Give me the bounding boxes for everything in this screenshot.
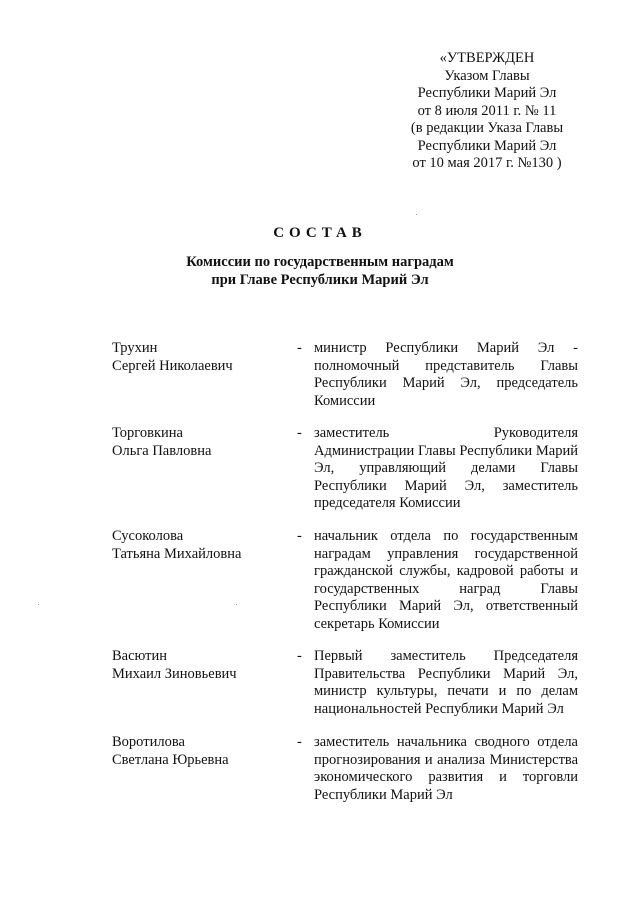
member-name — [112, 648, 282, 683]
member-surname: Васютин — [112, 648, 168, 664]
scan-speck — [38, 604, 39, 605]
member-role: заместитель начальника сводного отдела прогнозирования и анализа Министерства экономического развития и торговли Республики Марий Эл — [314, 734, 578, 803]
member-surname: Воротилова — [112, 734, 185, 750]
member-dash: - — [297, 425, 302, 441]
member-role: начальник отдела по государственным наградам управления государственной гражданской службы, кадровой работы и государственных наград Главы Республики Марий Эл, ответственный секретарь Комиссии — [314, 528, 578, 632]
member-name — [112, 425, 282, 460]
document-subtitle — [0, 254, 640, 289]
member-surname: Трухин — [112, 340, 158, 356]
approval-line: Республики Марий Эл — [417, 85, 557, 101]
scan-speck — [236, 604, 237, 605]
member-role: Первый заместитель Председателя Правительства Республики Марий Эл, министр культуры, печати и по делам национальностей Республики Марий Эл — [314, 648, 578, 717]
member-name — [112, 340, 282, 375]
approval-line: от 10 мая 2017 г. №130 ) — [412, 155, 562, 171]
approval-line: «УТВЕРЖДЕН — [439, 50, 535, 66]
document-title: СОСТАВ — [273, 225, 367, 241]
approval-line: от 8 июля 2011 г. № 11 — [417, 102, 557, 119]
member-role: заместитель Руководителя Администрации Главы Республики Марий Эл, управляющий делами Главы Республики Марий Эл, заместитель председателя Комиссии — [314, 425, 578, 511]
member-given-name: Ольга Павловна — [112, 442, 212, 459]
approval-stamp — [394, 50, 580, 173]
member-name — [112, 734, 282, 769]
member-dash: - — [297, 648, 302, 664]
member-surname: Торговкина — [112, 425, 183, 441]
member-given-name: Татьяна Михайловна — [112, 545, 242, 562]
member-given-name: Михаил Зиновьевич — [112, 665, 237, 682]
approval-line: (в редакции Указа Главы — [410, 120, 564, 136]
subtitle-line: Комиссии по государственным наградам — [186, 254, 454, 270]
member-name — [112, 528, 282, 563]
approval-line: Республики Марий Эл — [417, 137, 557, 154]
member-dash: - — [297, 734, 302, 750]
member-given-name: Сергей Николаевич — [112, 357, 233, 374]
scan-speck — [416, 214, 417, 215]
member-surname: Сусоколова — [112, 528, 184, 544]
member-given-name: Светлана Юрьевна — [112, 751, 229, 768]
subtitle-line: при Главе Республики Марий Эл — [211, 271, 429, 288]
member-dash: - — [297, 528, 302, 544]
approval-line: Указом Главы — [444, 67, 530, 84]
member-dash: - — [297, 340, 302, 356]
member-role: министр Республики Марий Эл - полномочный представитель Главы Республики Марий Эл, председатель Комиссии — [314, 340, 578, 409]
